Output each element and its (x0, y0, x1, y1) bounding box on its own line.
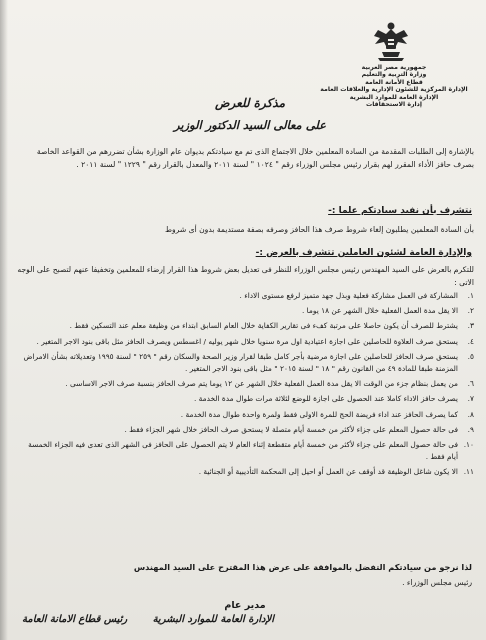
item-number: ٧. (467, 394, 474, 404)
signature-title: مدير عام (224, 600, 266, 611)
item-text: كما يصرف الحافز عند اداء فريضة الحج للمرة الاولى فقط ولمرة واحدة طوال مدة الخدمة . (180, 409, 458, 419)
conditions-list (16, 290, 474, 482)
memo-addressee: على معالى السيد الدكتور الوزير (174, 118, 326, 132)
list-item (16, 466, 474, 478)
ministry-line: الإدارة العامة للموارد البشرية (349, 93, 439, 101)
ministry-line: الإدارة المركزية للشئون الإدارية والعلاقات العامة (320, 86, 468, 94)
ministry-line: إدارة الاستحقاقات (366, 101, 422, 109)
item-number: ٨. (467, 409, 474, 419)
item-number: ٣. (467, 321, 474, 331)
closing-request: لذا نرجو من سيادتكم التفضل بالموافقة على عرض هذا المقترح على السيد المهندس (133, 562, 472, 572)
eagle-emblem-icon (372, 20, 410, 64)
list-item (16, 336, 474, 348)
list-item (16, 378, 474, 390)
list-item (16, 320, 474, 332)
memo-title: مذكرة للعرض (214, 96, 286, 110)
section1-text: بأن السادة المعلمين يطلبون إلغاء شروط صرف هذا الحافز وصرفه بصفة مستديمة بدون أى شروط (164, 225, 474, 234)
item-number: ١٠. (463, 440, 474, 450)
section2-heading: والإدارة العامة لشئون العاملين تتشرف بالعرض :- (255, 248, 472, 258)
item-number: ٥. (467, 351, 474, 361)
intro-paragraph: بالإشارة إلى الطلبات المقدمة من السادة المعلمين خلال الاجتماع الذى تم مع سيادتكم بديوان عام الوزارة بشأن تضررهم من القواعد الخاصة بصرف حافز الأداء المقرر لهم بقرار رئيس مجلس الوزراء رقم " ١٠٢٤ " لسنة ٢٠١١ والمعدل بالقرار رقم " ١٢٢٩ " لسنة ٢٠١١ . (36, 147, 474, 169)
ministry-line: قطاع الأمانة العامة (365, 78, 423, 86)
section2-text: للتكرم بالعرض على السيد المهندس رئيس مجلس الوزراء للنظر فى تعديل بعض شروط هذا القرار إرضاء للمعلمين وتخفيفا عنهم لتصبح على الوجه الاتى : (17, 265, 474, 287)
item-text: يشترط للصرف أن يكون حاصلا على مرتبة كفء فى تقارير الكفاية خلال العام السابق ابتداء من وظيفة معلم عند التسكين فقط . (69, 321, 458, 331)
item-text: فى حالة حصول المعلم على جزاء لأكثر من خمسة أيام متصلة لا يستحق صرف الحافز خلال شهر الجزاء فقط . (124, 424, 458, 434)
item-number: ٢. (467, 306, 474, 316)
item-text: فى حالة حصول المعلم على جزاء لأكثر من خمسة أيام متقطعة إثناء العام لا يتم الحصول على الحافز فى الشهر الذى تعدى فيه الجزاء الخمسة أيام فقط . (28, 440, 458, 462)
item-number: ١. (467, 291, 474, 300)
signature-sector-head: رئيس قطاع الامانة العامة (22, 614, 128, 625)
item-text: من يعمل بنظام جزء من الوقت الا يقل مدة العمل الفعلية خلال الشهر عن ١٢ يوما يتم صرف الحافز بنسبة صرف الاجر الاساسى . (65, 379, 458, 389)
item-number: ٦. (467, 379, 474, 389)
item-text: يصرف حافز الاداء كاملا عند الحصول على اجازة للوضع لثلاثة مرات طوال مدة الخدمة . (193, 394, 458, 404)
page-shadow (0, 0, 8, 640)
item-text: يستحق صرف الحافز للحاصلين على اجازة مرضية بأجر كامل طبقا لقرار وزير الصحة والسكان رقم " ٢٥٩ " لسنة ١٩٩٥ وتعديلاته بشأن الامراض المزمنة طبقا للمادة ٤٩ من القانون رقم " ١٨ " لسنة ٢٠١٥ " مثل باقى بنود الاجر المتغير . (23, 351, 458, 374)
list-item (16, 409, 474, 421)
item-number: ٤. (467, 336, 474, 346)
item-text: المشاركة فى العمل مشاركة فعلية وبذل جهد متميز لرفع مستوى الاداء . (239, 291, 458, 300)
item-text: الا يكون شاغل الوظيفة قد أوقف عن العمل أو احيل إلى المحكمة التأديبية أو الجنائية . (198, 467, 458, 477)
item-text: الا يقل مدة العمل الفعلية خلال الشهر عن ١٨ يوما . (301, 306, 458, 316)
signature-hr-department: الإدارة العامة للموارد البشرية (152, 614, 274, 625)
closing-addressee: رئيس مجلس الوزراء . (402, 578, 472, 587)
item-text: يستحق صرف العلاوة للحاصلين على اجازة اعتيادية اول مرة سنويا خلال شهر يوليه / اغسطس ويصرف الحافز مثل باقى بنود الاجر المتغير . (36, 336, 458, 346)
item-number: ١١. (463, 467, 474, 477)
list-item (16, 393, 474, 405)
ministry-line: جمهورية مصر العربية (361, 64, 427, 71)
ministry-line: وزارة التربية والتعليم (361, 71, 427, 79)
item-number: ٩. (467, 424, 474, 434)
list-item (16, 424, 474, 436)
section1-heading: نتشرف بأن نفيد سيادتكم علما :- (328, 206, 472, 216)
list-item (16, 290, 474, 302)
list-item (16, 351, 474, 375)
list-item (16, 439, 474, 463)
list-item (16, 305, 474, 317)
